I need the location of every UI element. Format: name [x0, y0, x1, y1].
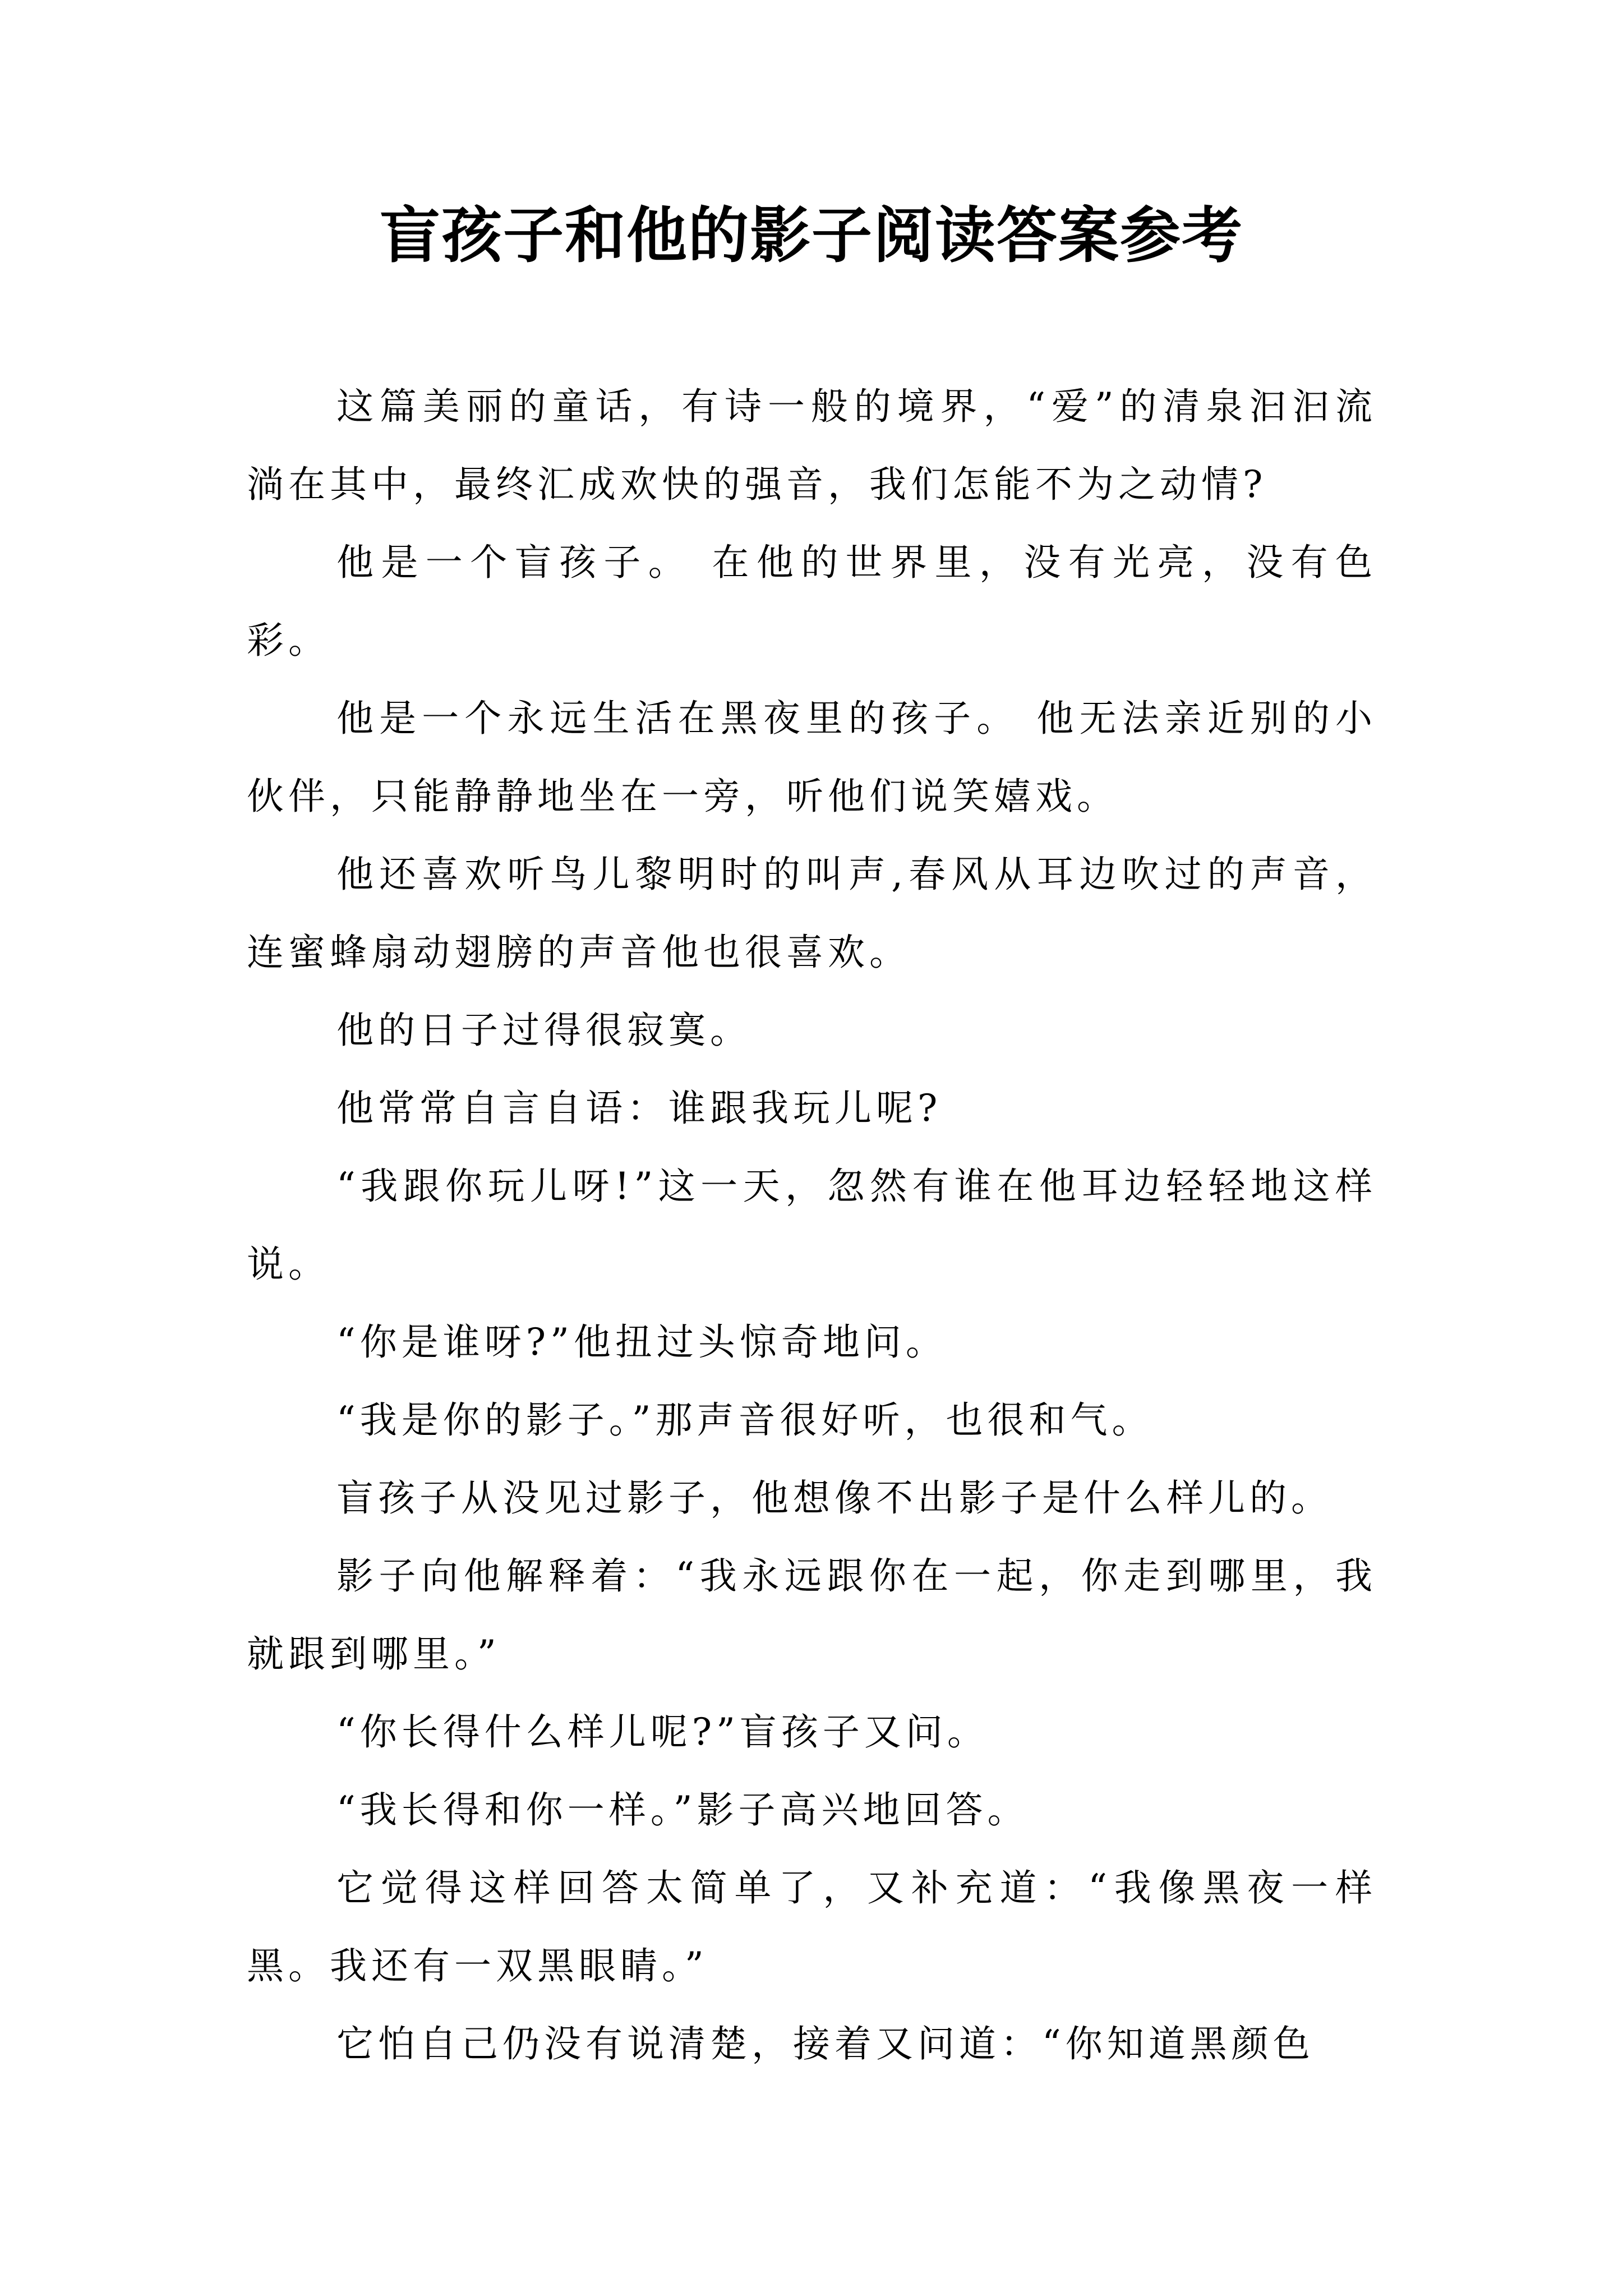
paragraph: “我是你的影子。”那声音很好听，也很和气。: [336, 1398, 1154, 1442]
document-body: [247, 367, 1377, 2083]
paragraph: “你是谁呀?”他扭过头惊奇地问。: [336, 1320, 947, 1364]
paragraph: 他还喜欢听鸟儿黎明时的叫声,春风从耳边吹过的声音，连蜜蜂扇动翅膀的声音他也很喜欢。: [247, 853, 1377, 974]
paragraph: “我长得和你一样。”影子高兴地回答。: [336, 1788, 1029, 1832]
paragraph: 影子向他解释着：“我永远跟你在一起，你走到哪里，我就跟到哪里。”: [247, 1554, 1377, 1676]
paragraph: 它怕自己仍没有说清楚，接着又问道：“你知道黑颜色: [336, 2022, 1315, 2065]
paragraph: 它觉得这样回答太简单了，又补充道：“我像黑夜一样黑。我还有一双黑眼睛。”: [247, 1866, 1377, 1987]
paragraph: “我跟你玩儿呀!”这一天，忽然有谁在他耳边轻轻地这样说。: [247, 1165, 1377, 1286]
paragraph: 他的日子过得很寂寞。: [336, 1009, 751, 1052]
paragraph: 盲孩子从没见过影子，他想像不出影子是什么样儿的。: [336, 1476, 1332, 1520]
paragraph: 他是一个永远生活在黑夜里的孩子。 他无法亲近别的小伙伴，只能静静地坐在一旁，听他们说笑嬉戏。: [247, 697, 1377, 818]
paragraph: 他常常自言自语：谁跟我玩儿呢?: [336, 1087, 942, 1130]
document-title: 盲孩子和他的影子阅读答案参考: [379, 200, 1243, 271]
paragraph: 他是一个盲孩子。 在他的世界里，没有光亮，没有色彩。: [247, 541, 1377, 662]
paragraph: “你长得什么样儿呢?”盲孩子又问。: [336, 1710, 989, 1754]
paragraph: 这篇美丽的童话，有诗一般的境界，“爱”的清泉汩汩流淌在其中，最终汇成欢快的强音，我们怎能不为之动情?: [247, 385, 1377, 506]
